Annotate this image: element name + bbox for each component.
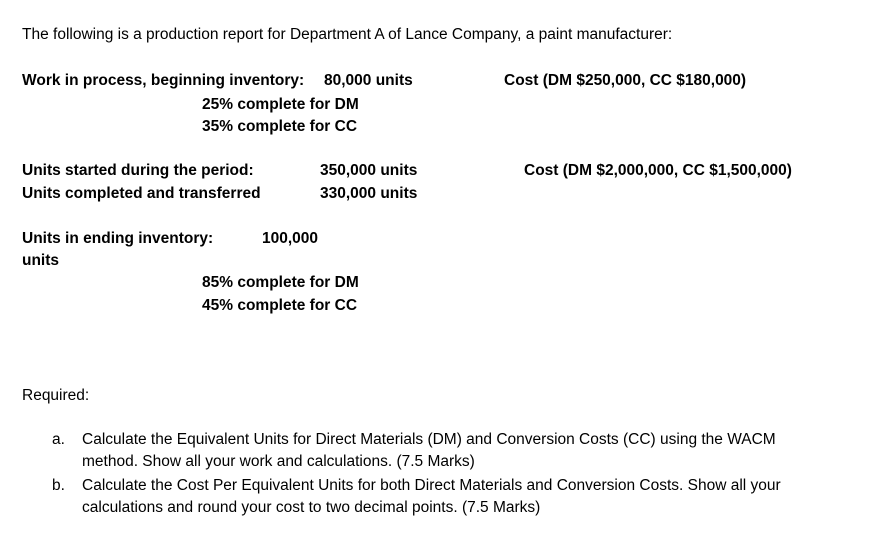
ending-inventory-label: Units in ending inventory: (22, 230, 214, 247)
units-started-label: Units started during the period: (22, 162, 254, 179)
ending-cc-complete: 45% complete for CC (202, 297, 358, 314)
item-line-2: calculations and round your cost to two decimal points. (7.5 Marks) (82, 499, 541, 516)
beginning-inventory-cost: Cost (DM $250,000, CC $180,000) (504, 72, 747, 89)
item-line-1: Calculate the Cost Per Equivalent Units for both Direct Materials and Conversion Costs. Show all your (82, 477, 781, 494)
item-marker: a. (52, 431, 65, 448)
beginning-dm-complete: 25% complete for DM (202, 96, 359, 113)
beginning-cc-complete: 35% complete for CC (202, 118, 358, 135)
item-line-2: method. Show all your work and calculations. (7.5 Marks) (82, 453, 475, 470)
units-completed-label: Units completed and transferred (22, 185, 261, 202)
units-started-units: 350,000 units (320, 162, 418, 179)
beginning-inventory-units: 80,000 units (324, 72, 413, 89)
item-line-1: Calculate the Equivalent Units for Direct Materials (DM) and Conversion Costs (CC) using the WACM (82, 431, 776, 448)
ending-dm-complete: 85% complete for DM (202, 274, 359, 291)
intro-text: The following is a production report for Department A of Lance Company, a paint manufacturer: (22, 26, 673, 43)
units-started-cost: Cost (DM $2,000,000, CC $1,500,000) (524, 162, 792, 179)
ending-inventory-value: 100,000 (262, 230, 319, 247)
ending-inventory-units-word: units (22, 252, 60, 269)
required-heading: Required: (22, 387, 90, 404)
item-marker: b. (52, 477, 65, 494)
beginning-inventory-label: Work in process, beginning inventory: (22, 72, 305, 89)
units-completed-units: 330,000 units (320, 185, 418, 202)
